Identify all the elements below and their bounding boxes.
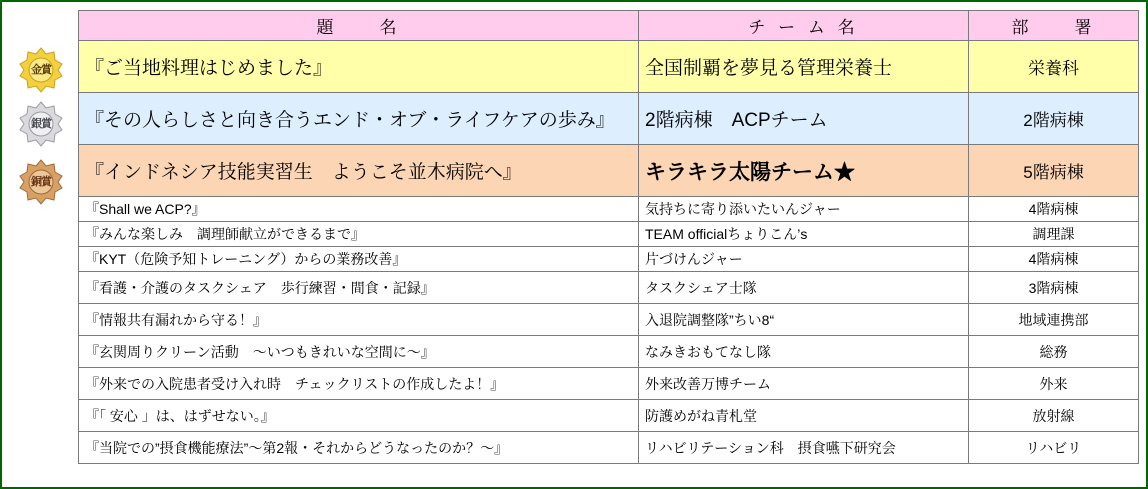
gold-medal-label: 金賞 [31,63,51,76]
page-layout [2,2,1146,487]
bronze-medal-icon [18,159,64,205]
entry-title: 『情報共有漏れから守る！』 [79,304,639,336]
award-team-silver: 2階病棟 ACPチーム [639,93,969,145]
award-dept-silver: 2階病棟 [969,93,1139,145]
entry-title: 『外来での入院患者受け入れ時 チェックリストの作成したよ！』 [79,368,639,400]
table-row [79,247,1139,272]
entry-dept: リハビリ [969,432,1139,464]
entry-title: 『Shall we ACP?』 [79,197,639,222]
entry-team: タスクシェア士隊 [639,272,969,304]
entry-team: 気持ちに寄り添いたいんジャー [639,197,969,222]
entry-dept: 調理課 [969,222,1139,247]
entry-title: 『看護・介護のタスクシェア 歩行練習・間食・記録』 [79,272,639,304]
column-header-title: 題 名 [79,11,639,41]
entry-team: TEAM officialちょりこん’s [639,222,969,247]
entry-title: 『みんな楽しみ 調理師献立ができるまで』 [79,222,639,247]
table-row [79,304,1139,336]
entry-title: 『玄関周りクリーン活動 ～いつもきれいな空間に～』 [79,336,639,368]
awards-table-wrapper [74,10,1139,479]
entry-team: なみきおもてなし隊 [639,336,969,368]
award-team-bronze: キラキラ太陽チーム★ [639,145,969,197]
entry-dept: 放射線 [969,400,1139,432]
entry-dept: 4階病棟 [969,247,1139,272]
table-row [79,197,1139,222]
awards-table [78,10,1139,464]
table-row [79,432,1139,464]
entry-title: 『「 安心 」は、はずせない。』 [79,400,639,432]
table-row [79,368,1139,400]
entry-team: 入退院調整隊”ちい8“ [639,304,969,336]
award-title-silver: 『その人らしさと向き合うエンド・オブ・ライフケアの歩み』 [79,93,639,145]
table-row [79,41,1139,93]
award-title-bronze: 『インドネシア技能実習生 ようこそ並木病院へ』 [79,145,639,197]
table-row [79,336,1139,368]
entry-dept: 総務 [969,336,1139,368]
entry-team: 片づけんジャー [639,247,969,272]
table-row [79,272,1139,304]
entry-team: 外来改善万博チーム [639,368,969,400]
silver-medal-icon [18,101,64,147]
table-row [79,93,1139,145]
medal-column [8,10,74,479]
silver-medal-label: 銀賞 [31,117,51,130]
entry-team: 防護めがね青札堂 [639,400,969,432]
table-row [79,145,1139,197]
table-row [79,400,1139,432]
award-team-gold: 全国制覇を夢見る管理栄養士 [639,41,969,93]
entry-dept: 外来 [969,368,1139,400]
gold-medal-icon [18,47,64,93]
entry-dept: 4階病棟 [969,197,1139,222]
column-header-team: チ ー ム 名 [639,11,969,41]
award-title-gold: 『ご当地料理はじめました』 [79,41,639,93]
entry-title: 『KYT（危険予知トレーニング）からの業務改善』 [79,247,639,272]
table-row [79,222,1139,247]
medal-gold [8,44,74,96]
entry-team: リハビリテーション科 摂食嚥下研究会 [639,432,969,464]
column-header-dept: 部 署 [969,11,1139,41]
entry-dept: 地域連携部 [969,304,1139,336]
entry-dept: 3階病棟 [969,272,1139,304]
entry-title: 『当院での”摂食機能療法”～第2報・それからどうなったのか？～』 [79,432,639,464]
medal-bronze [8,156,74,208]
award-dept-bronze: 5階病棟 [969,145,1139,197]
award-dept-gold: 栄養科 [969,41,1139,93]
table-header-row [79,11,1139,41]
medal-silver [8,98,74,150]
bronze-medal-label: 銅賞 [31,175,51,188]
